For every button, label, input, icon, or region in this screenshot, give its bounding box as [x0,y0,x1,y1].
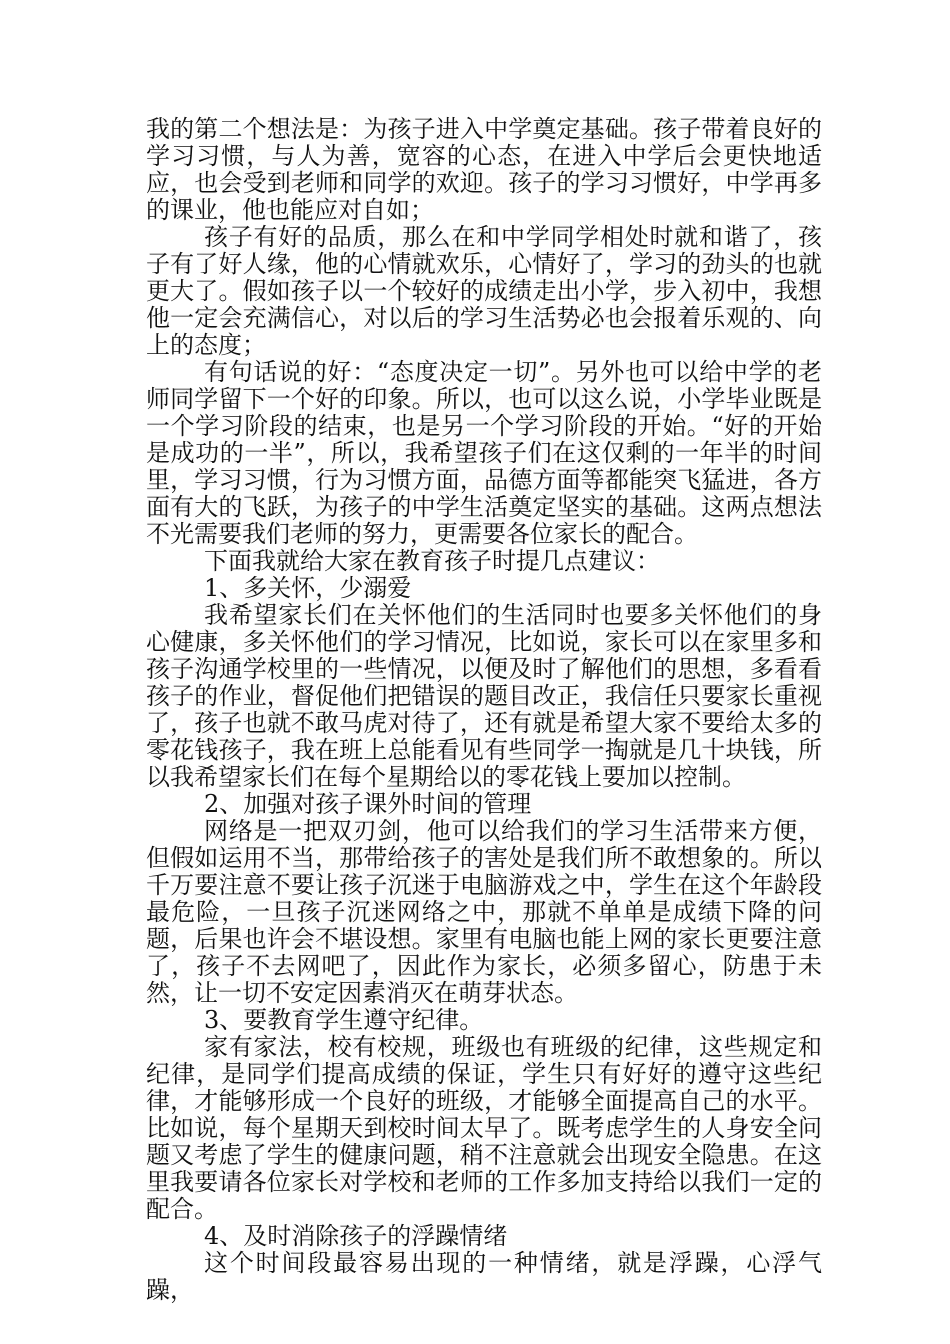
section-heading-1: 1、多关怀，少溺爱 [204,574,412,602]
paragraph-good-character: 孩子有好的品质，那么在和中学同学相处时就和谐了，孩子有了好人缘，他的心情就欢乐，心情好了，学习的劲头的也就更大了。假如孩子以一个较好的成绩走出小学，步入初中，我想他一定会充满信心，对以后的学习生活势必也会报着乐观的、向上的态度； [146,223,822,359]
paragraph-impatience: 这个时间段最容易出现的一种情绪，就是浮躁，心浮气躁， [146,1249,822,1304]
section-heading-3: 3、要教育学生遵守纪律。 [204,1006,484,1034]
paragraph-suggestions-intro: 下面我就给大家在教育孩子时提几点建议： [204,547,660,575]
paragraph-care: 我希望家长们在关怀他们的生活同时也要多关怀他们的身心健康，多关怀他们的学习情况，比如说，家长可以在家里多和孩子沟通学校里的一些情况，以便及时了解他们的思想，多看看孩子的作业，督促他们把错误的题目改正，我信任只要家长重视了，孩子也就不敢马虎对待了，还有就是希望大家不要给太多的零花钱孩子，我在班上总能看见有些同学一掏就是几十块钱，所以我希望家长们在每个星期给以的零花钱上要加以控制。 [146,601,822,791]
paragraph-attitude: 有句话说的好：“态度决定一切”。另外也可以给中学的老师同学留下一个好的印象。所以，也可以这么说，小学毕业既是一个学习阶段的结束，也是另一个学习阶段的开始。“好的开始是成功的一半”，所以，我希望孩子们在这仅剩的一年半的时间里，学习习惯，行为习惯方面，品德方面等都能突飞猛进，各方面有大的飞跃，为孩子的中学生活奠定坚实的基础。这两点想法不光需要我们老师的努力，更需要各位家长的配合。 [146,358,822,548]
section-heading-2: 2、加强对孩子课外时间的管理 [204,790,532,818]
paragraph-internet: 网络是一把双刃剑，他可以给我们的学习生活带来方便，但假如运用不当，那带给孩子的害处是我们所不敢想象的。所以千万要注意不要让孩子沉迷于电脑游戏之中，学生在这个年龄段最危险，一旦孩子沉迷网络之中，那就不单单是成绩下降的问题，后果也许会不堪设想。家里有电脑也能上网的家长更要注意了，孩子不去网吧了，因此作为家长，必须多留心，防患于未然，让一切不安定因素消灭在萌芽状态。 [146,817,822,1007]
document-page [146,116,822,1304]
section-heading-4: 4、及时消除孩子的浮躁情绪 [204,1222,508,1250]
paragraph-discipline: 家有家法，校有校规，班级也有班级的纪律，这些规定和纪律，是同学们提高成绩的保证，学生只有好好的遵守这些纪律，才能够形成一个良好的班级，才能够全面提高自己的水平。比如说，每个星期天到校时间太早了。既考虑学生的人身安全问题又考虑了学生的健康问题，稍不注意就会出现安全隐患。在这里我要请各位家长对学校和老师的工作多加支持给以我们一定的配合。 [146,1033,822,1223]
paragraph-second-idea: 我的第二个想法是：为孩子进入中学奠定基础。孩子带着良好的学习习惯，与人为善，宽容的心态，在进入中学后会更快地适应，也会受到老师和同学的欢迎。孩子的学习习惯好，中学再多的课业，他也能应对自如； [146,115,822,224]
